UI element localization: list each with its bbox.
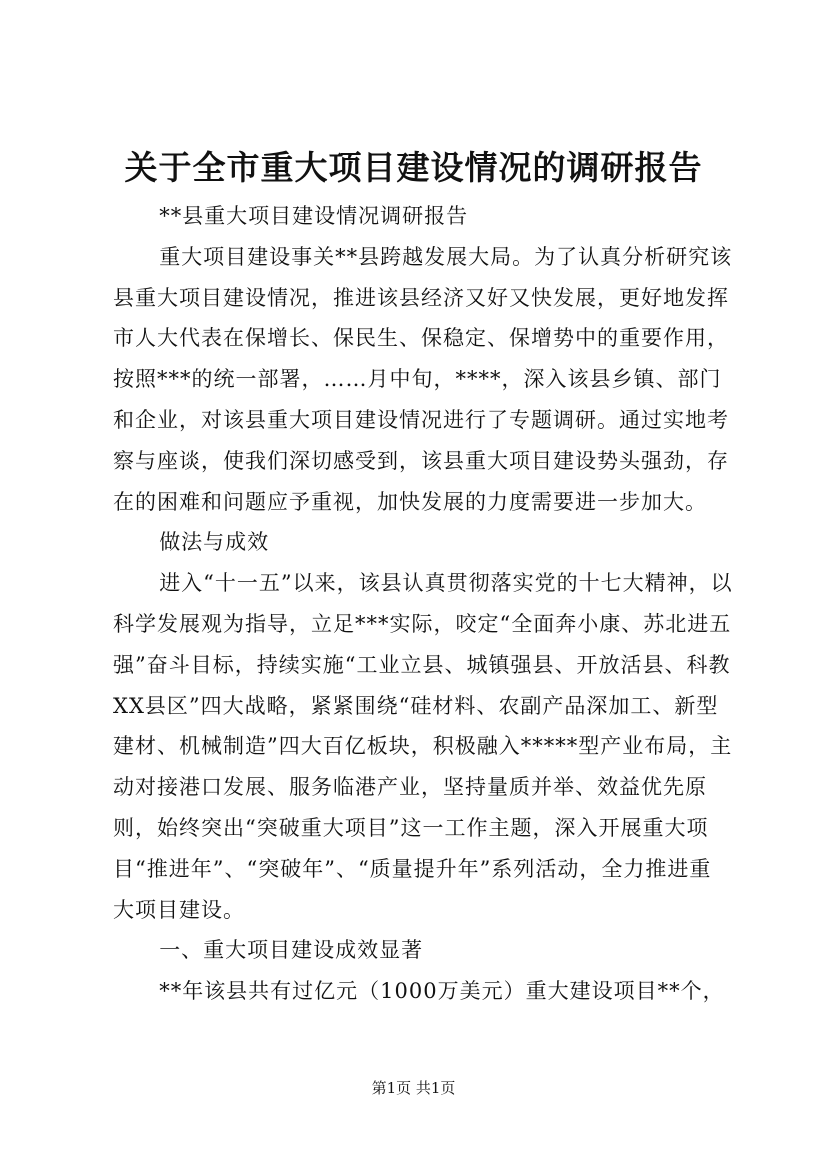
intro-paragraph: 重大项目建设事关**县跨越发展大局。为了认真分析研究该县重大项目建设情况，推进该县经济又好又快发展，更好地发挥市人大代表在保增长、保民生、保稳定、保增势中的重要作用，按照***的统一部署，……月中旬，****，深入该县乡镇、部门和企业，对该县重大项目建设情况进行了专题调研。通过实地考察与座谈，使我们深切感受到，该县重大项目建设势头强劲，存在的困难和问题应予重视，加快发展的力度需要进一步加大。 bbox=[113, 244, 733, 514]
page-footer: 第1页 共1页 bbox=[371, 1079, 456, 1097]
subtitle-paragraph: **县重大项目建设情况调研报告 bbox=[159, 204, 469, 228]
section-heading: 一、重大项目建设成效显著 bbox=[159, 938, 424, 963]
document-body bbox=[113, 196, 733, 1012]
body-paragraph: 进入“十一五”以来，该县认真贯彻落实党的十七大精神，以科学发展观为指导，立足***实际，咬定“全面奔小康、苏北进五强”奋斗目标，持续实施“工业立县、城镇强县、开放活县、科教XX县区”四大战略，紧紧围绕“硅材料、农副产品深加工、新型建材、机械制造”四大百亿板块，积极融入*****型产业布局，主动对接港口发展、服务临港产业，坚持量质并举、效益优先原则，始终突出“突破重大项目”这一工作主题，深入开展重大项目“推进年”、“突破年”、“质量提升年”系列活动，全力推进重大项目建设。 bbox=[113, 571, 733, 922]
section-heading: 做法与成效 bbox=[159, 530, 270, 555]
body-paragraph: **年该县共有过亿元（1000万美元）重大建设项目**个， bbox=[159, 979, 725, 1004]
document-title: 关于全市重大项目建设情况的调研报告 bbox=[124, 148, 703, 187]
